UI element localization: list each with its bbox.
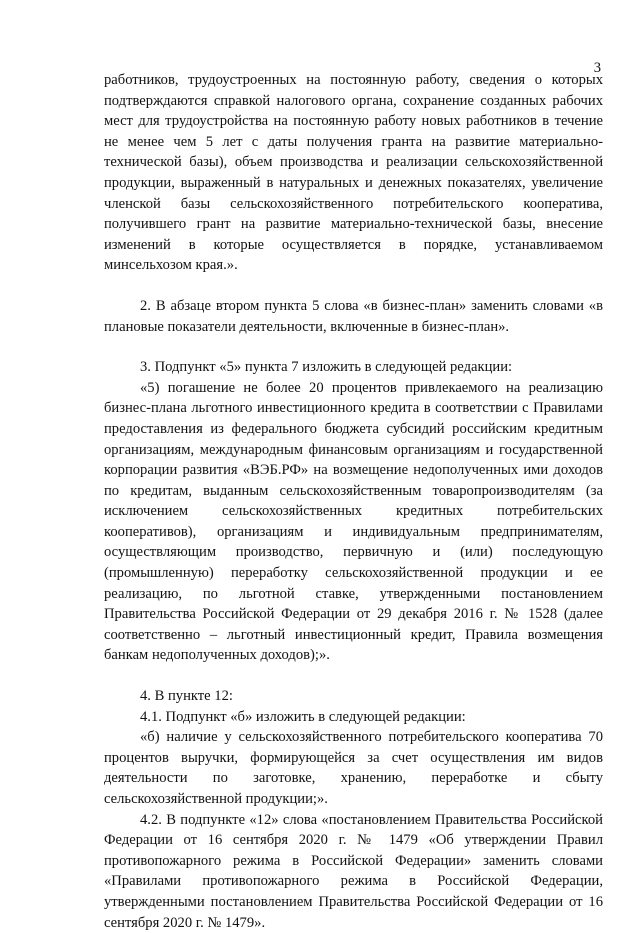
page-number: 3 bbox=[593, 60, 601, 76]
paragraph-item-3-text: «5) погашение не более 20 процентов привлекаемого на реализацию бизнес-плана льготного инвестиционного кредита в соответствии с Правилами предоставления из федерального бюджета субсидий российским кредитным организациям, международным финансовым организациям и государственной корпорации развития «ВЭБ.РФ» на возмещение недополученных ими доходов по кредитам, выданным сельскохозяйственным товаропроизводителям (за исключением сельскохозяйственных кредитных потребительских кооперативов), организациям и индивидуальным предпринимателям, осуществляющим производство, первичную и (или) последующую (промышленную) переработку сельскохозяйственной продукции и ее реализацию, по льготной ставке, утвержденными постановлением Правительства Российской Федерации от 29 декабря 2016 г. № 1528 (далее соответственно – льготный инвестиционный кредит, Правила возмещения банкам недополученных доходов);». bbox=[104, 379, 603, 664]
document-body bbox=[104, 70, 603, 933]
paragraph-item-4-1: 4.1. Подпункт «б» изложить в следующей редакции: bbox=[140, 708, 466, 725]
paragraph-item-4: 4. В пункте 12: bbox=[140, 688, 233, 705]
paragraph-item-2: 2. В абзаце втором пункта 5 слова «в бизнес-план» заменить словами «в плановые показатели деятельности, включенные в бизнес-план». bbox=[104, 297, 603, 335]
paragraph-item-4-1-text: «б) наличие у сельскохозяйственного потребительского кооператива 70 процентов выручки, формирующейся за счет осуществления им видов деятельности по заготовке, хранению, переработке и сбыту сельскохозяйственной продукции;». bbox=[104, 729, 603, 807]
paragraph-item-3: 3. Подпункт «5» пункта 7 изложить в следующей редакции: bbox=[140, 359, 513, 376]
paragraph-continuation: работников, трудоустроенных на постоянную работу, сведения о которых подтверждаются справкой налогового органа, сохранение созданных рабочих мест для трудоустройства на постоянную работу новых работников в течение не менее чем 5 лет с даты получения гранта на развитие материально-технической базы), объем производства и реализации сельскохозяйственной продукции, выраженный в натуральных и денежных показателях, увеличение членской базы сельскохозяйственного потребительского кооператива, получившего грант на развитие материально-технической базы, внесение изменений в которые осуществляется в порядке, устанавливаемом минсельхозом края.». bbox=[104, 72, 603, 274]
paragraph-item-4-2: 4.2. В подпункте «12» слова «постановлением Правительства Российской Федерации от 16 сентября 2020 г. № 1479 «Об утверждении Правил противопожарного режима в Российской Федерации» заменить словами «Правилами противопожарного режима в Российской Федерации, утвержденными постановлением Правительства Российской Федерации от 16 сентября 2020 г. № 1479». bbox=[104, 811, 603, 931]
